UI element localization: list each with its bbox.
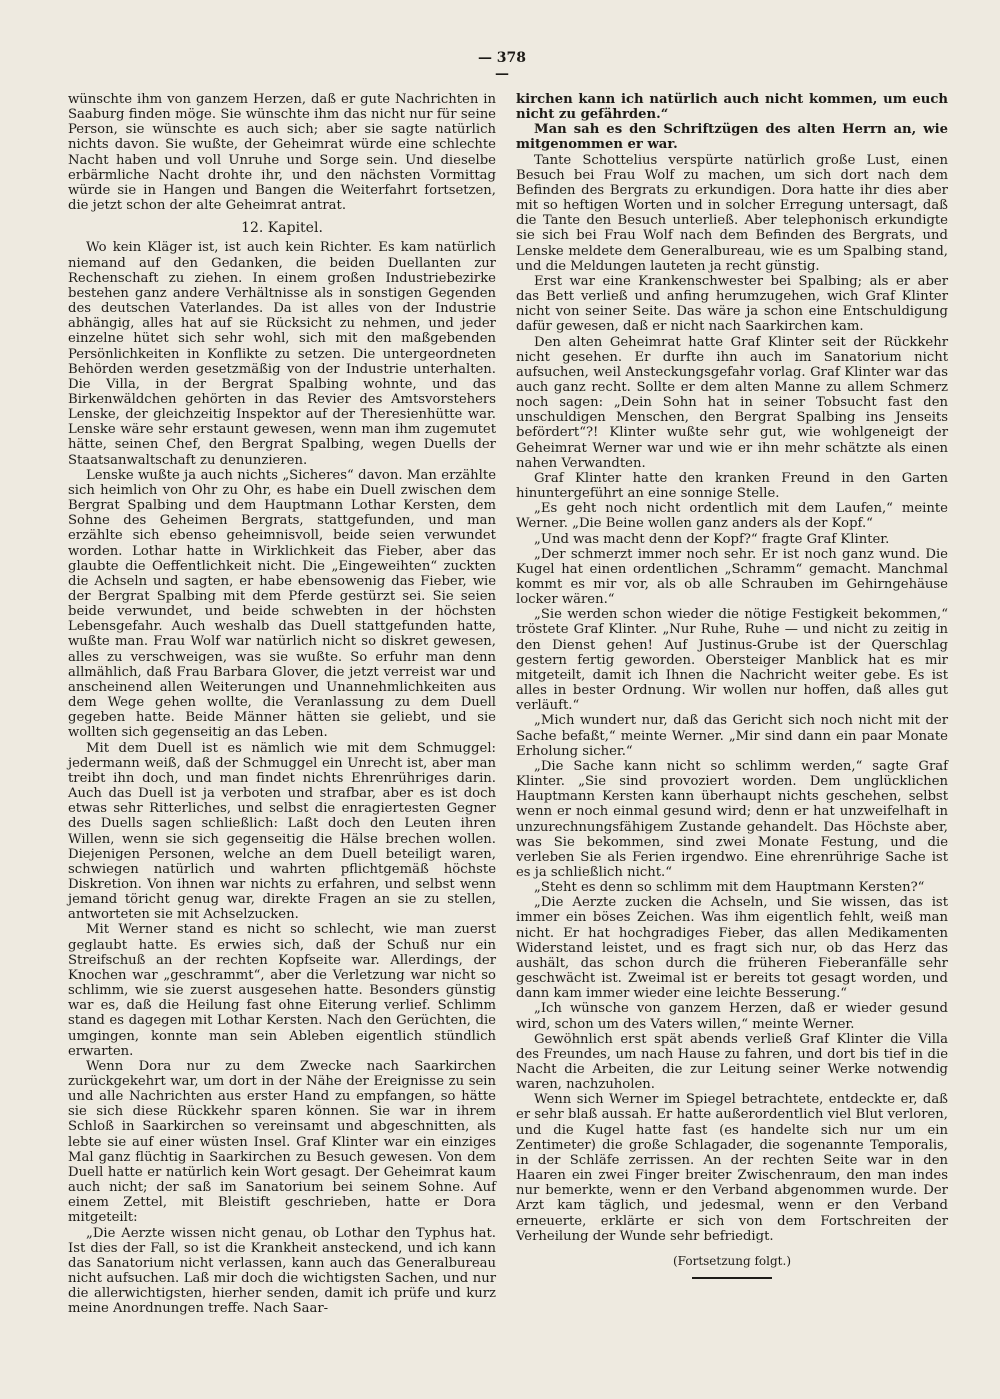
end-rule	[692, 1277, 772, 1279]
right-paragraph-6: Graf Klinter hatte den kranken Freund in den Garten hinuntergeführt an eine sonnige Stelle.	[516, 470, 948, 502]
continuation-note: (Fortsetzung folgt.)	[673, 1253, 791, 1268]
right-paragraph-16: Gewöhnlich erst spät abends verließ Graf Klinter die Villa des Freundes, um nach Hause zu fahren, und dort bis tief in die Nacht die Arbeiten, die zur Leitung seiner Werke notwendig waren, nachzuholen.	[516, 1031, 948, 1093]
left-paragraph-7: „Die Aerzte wissen nicht genau, ob Lothar den Typhus hat. Ist dies der Fall, so ist die Krankheit ansteckend, und ich kann das Sanatorium nicht verlassen, kann auch das Generalbureau nicht aufsuchen. Laß mir doch die wichtigsten Sachen, und nur die allerwichtigsten, hierher senden, damit ich prüfe und kurz meine Anordnungen treffe. Nach Saar-	[68, 1225, 496, 1317]
right-paragraph-9: „Der schmerzt immer noch sehr. Er ist noch ganz wund. Die Kugel hat einen ordentlichen „Schramm“ gemacht. Manchmal kommt es mir vor, als ob alle Schrauben im Gehirngehäuse locker wären.“	[516, 546, 948, 608]
right-paragraph-15: „Ich wünsche von ganzem Herzen, daß er wieder gesund wird, schon um des Vaters willen,“ meinte Werner.	[516, 1001, 948, 1032]
right-paragraph-12: „Die Sache kann nicht so schlimm werden,“ sagte Graf Klinter. „Sie sind provoziert worden. Dem unglücklichen Hauptmann Kersten kann überhaupt nichts geschehen, selbst wenn er noch einmal gesund wird; denn er hat unzweifelhaft in unzurechnungsfähigem Zustande gehandelt. Das Höchste aber, was Sie bekommen, sind zwei Monate Festung, und die verleben Sie als Ferien irgendwo. Eine ehrenrührige Sache ist es ja schließlich nicht.“	[516, 758, 948, 880]
right-paragraph-2: Man sah es den Schriftzügen des alten Herrn an, wie mitgenommen er war.	[516, 122, 948, 153]
page-number: — 378 —	[477, 50, 527, 82]
right-paragraph-11: „Mich wundert nur, daß das Gericht sich noch nicht mit der Sache befaßt,“ meinte Werner. „Mir sind dann ein paar Monate Erholung sicher.“	[516, 713, 948, 759]
left-paragraph-1: wünschte ihm von ganzem Herzen, daß er gute Nachrichten in Saaburg finden möge. Sie wünschte ihm das nicht nur für seine Person, sie wünschte es auch sich; aber sie sagte natürlich nichts davon. Sie wußte, der Geheimrat würde eine schlechte Nacht haben und voll Unruhe und Sorge sein. Und dieselbe erbärmliche Nacht drohte ihr, und den nächsten Vormittag würde sie in Hangen und Bangen die Weiterfahrt fortsetzen, die jetzt schon der alte Geheimrat antrat.	[68, 92, 496, 214]
right-paragraph-14: „Die Aerzte zucken die Achseln, und Sie wissen, das ist immer ein böses Zeichen. Was ihm eigentlich fehlt, weiß man nicht. Er hat hochgradiges Fieber, das allen Medikamenten Widerstand leistet, und es fragt sich nur, ob das Herz das aushält, das schon durch die früheren Fieberanfälle sehr geschwächt ist. Zweimal ist er bereits tot gesagt worden, und dann kam immer wieder eine leichte Besserung.“	[516, 895, 948, 1002]
right-paragraph-4: Erst war eine Krankenschwester bei Spalbing; als er aber das Bett verließ und anfing herumzugehen, wich Graf Klinter nicht von seiner Seite. Das wäre ja schon eine Entschuldigung dafür gewesen, daß er nicht nach Saarkirchen kam.	[516, 273, 948, 335]
right-paragraph-5: Den alten Geheimrat hatte Graf Klinter seit der Rückkehr nicht gesehen. Er durfte ihn auch im Sanatorium nicht aufsuchen, weil Ansteckungsgefahr vorlag. Graf Klinter war das auch ganz recht. Sollte er dem alten Manne zu allem Schmerz noch sagen: „Dein Sohn hat in seiner Tobsucht fast den unschuldigen Menschen, den Bergrat Spalbing ins Jenseits befördert“?! Klinter wußte sehr gut, wie wohlgeneigt der Geheimrat Werner war und wie er ihn mehr schätzte als einen nahen Verwandten.	[516, 334, 948, 471]
right-paragraph-3: Tante Schottelius verspürte natürlich große Lust, einen Besuch bei Frau Wolf zu machen, um sich dort nach dem Befinden des Bergrats zu erkundigen. Dora hatte ihr dies aber mit so heftigen Worten und in solcher Erregung untersagt, daß die Tante den Besuch unterließ. Aber telephonisch erkundigte sie sich bei Frau Wolf nach dem Befinden des Bergrats, und Lenske meldete dem Generalbureau, wie es um Spalbing stand, und die Meldungen lauteten ja recht günstig.	[516, 152, 948, 274]
right-paragraph-10: „Sie werden schon wieder die nötige Festigkeit bekommen,“ tröstete Graf Klinter. „Nur Ruhe, Ruhe — und nicht zu zeitig in den Dienst gehen! Auf Justinus-Grube ist der Querschlag gestern fertig geworden. Obersteiger Manblick hat es mir mitgeteilt, damit ich Ihnen die Nachricht weiter gebe. Es ist alles in bester Ordnung. Wir wollen nur hoffen, daß alles gut verläuft.“	[516, 607, 948, 714]
left-paragraph-2: Wo kein Kläger ist, ist auch kein Richter. Es kam natürlich niemand auf den Gedanken, die beiden Duellanten zur Rechenschaft zu ziehen. In einem großen Industriebezirke bestehen ganz andere Verhältnisse als in sonstigen Gegenden des deutschen Vaterlandes. Da ist alles von der Industrie abhängig, alles hat auf sie Rücksicht zu nehmen, und jeder einzelne hütet sich sehr wohl, sich mit den maßgebenden Persönlichkeiten in Konflikte zu setzen. Die untergeordneten Behörden werden gesetzmäßig von der Industrie unterhalten. Die Villa, in der Bergrat Spalbing wohnte, und das Birkenwäldchen gehörten in das Revier des Amtsvorstehers Lenske, der gleichzeitig Inspektor auf der Theresienhütte war. Lenske wäre sehr erstaunt gewesen, wenn man ihm zugemutet hätte, seinen Chef, den Bergrat Spalbing, wegen Duells der Staatsanwaltschaft zu denunzieren.	[68, 240, 496, 468]
right-paragraph-13: „Steht es denn so schlimm mit dem Hauptmann Kersten?“	[534, 880, 925, 896]
left-paragraph-6: Wenn Dora nur zu dem Zwecke nach Saarkirchen zurückgekehrt war, um dort in der Nähe der Ereignisse zu sein und alle Nachrichten aus erster Hand zu empfangen, so hätte sie sich diese Rückkehr sparen können. Sie war in ihrem Schloß in Saarkirchen so vereinsamt und abgeschnitten, als lebte sie auf einer wüsten Insel. Graf Klinter war ein einziges Mal ganz flüchtig in Saarkirchen zu Besuch gewesen. Von dem Duell hatte er natürlich kein Wort gesagt. Der Geheimrat kaum auch nicht; der saß im Sanatorium bei seinem Sohne. Auf einem Zettel, mit Bleistift geschrieben, hatte er Dora mitgeteilt:	[68, 1058, 496, 1226]
right-paragraph-1: kirchen kann ich natürlich auch nicht kommen, um euch nicht zu gefährden.“	[516, 92, 948, 123]
left-paragraph-3: Lenske wußte ja auch nichts „Sicheres“ davon. Man erzählte sich heimlich von Ohr zu Ohr, es habe ein Duell zwischen dem Bergrat Spalbing und dem Hauptmann Lothar Kersten, dem Sohne des Geheimen Bergrats, stattgefunden, und man erzählte sich ebenso geheimnisvoll, beide seien verwundet worden. Lothar hatte in Wirklichkeit das Fieber, aber das glaubte die Oeffentlichkeit nicht. Die „Eingeweihten“ zuckten die Achseln und sagten, er habe ebensowenig das Fieber, wie der Bergrat Spalbing mit dem Pferde gestürzt sei. Sie seien beide verwundet, und beide schwebten in der höchsten Lebensgefahr. Auch weshalb das Duell stattgefunden hatte, wußte man. Frau Wolf war natürlich nicht so diskret gewesen, alles zu verschweigen, was sie wußte. So erfuhr man denn allmählich, daß Frau Barbara Glover, die jetzt verreist war und anscheinend allen Weiterungen und Unannehmlichkeiten aus dem Wege gehen wollte, die Veranlassung zu dem Duell gegeben hatte. Beide Männer hätten sie geliebt, und sie wollten sich gegenseitig an das Leben.	[68, 467, 496, 741]
right-paragraph-17: Wenn sich Werner im Spiegel betrachtete, entdeckte er, daß er sehr blaß aussah. Er hatte außerordentlich viel Blut verloren, und die Kugel hatte fast (es handelte sich nur um ein Zentimeter) die große Schlagader, die sogenannte Temporalis, in der Schläfe zerrissen. An der rechten Seite war in den Haaren ein zwei Finger breiter Zwischenraum, den man indes nur bemerkte, wenn er den Verband abgenommen wurde. Der Arzt kam täglich, und jedesmal, wenn er den Verband erneuerte, erklärte er sich von dem Fortschreiten der Verheilung der Wunde sehr befriedigt.	[516, 1092, 948, 1244]
right-paragraph-7: „Es geht noch nicht ordentlich mit dem Laufen,“ meinte Werner. „Die Beine wollen ganz anders als der Kopf.“	[516, 501, 948, 532]
right-paragraph-8: „Und was macht denn der Kopf?“ fragte Graf Klinter.	[534, 531, 890, 547]
left-paragraph-5: Mit Werner stand es nicht so schlecht, wie man zuerst geglaubt hatte. Es erwies sich, daß der Schuß nur ein Streifschuß an der rechten Kopfseite war. Allerdings, der Knochen war „geschrammt“, aber die Verletzung war nicht so schlimm, wie sie zuerst ausgesehen hatte. Besonders günstig war es, daß die Heilung fast ohne Eiterung verlief. Schlimm stand es dagegen mit Lothar Kersten. Nach den Gerüchten, die umgingen, konnte man sein Ableben eigentlich stündlich erwarten.	[68, 922, 496, 1059]
chapter-heading: 12. Kapitel.	[241, 220, 323, 237]
right-column	[516, 92, 948, 1279]
left-column	[68, 92, 496, 1317]
left-paragraph-4: Mit dem Duell ist es nämlich wie mit dem Schmuggel: jedermann weiß, daß der Schmuggel ein Unrecht ist, aber man treibt ihn doch, und man findet nichts Ehrenrühriges darin. Auch das Duell ist ja verboten und strafbar, aber es ist doch etwas sehr Ritterliches, und selbst die enragiertesten Gegner des Duells sagen schließlich: Laßt doch den Leuten ihren Willen, wenn sie sich gegenseitig die Hälse brechen wollen. Diejenigen Personen, welche an dem Duell beteiligt waren, schwiegen natürlich und wahrten pflichtgemäß höchste Diskretion. Von ihnen war nichts zu erfahren, und selbst wenn jemand töricht genug war, direkte Fragen an sie zu stellen, antworteten sie mit Achselzucken.	[68, 740, 496, 923]
